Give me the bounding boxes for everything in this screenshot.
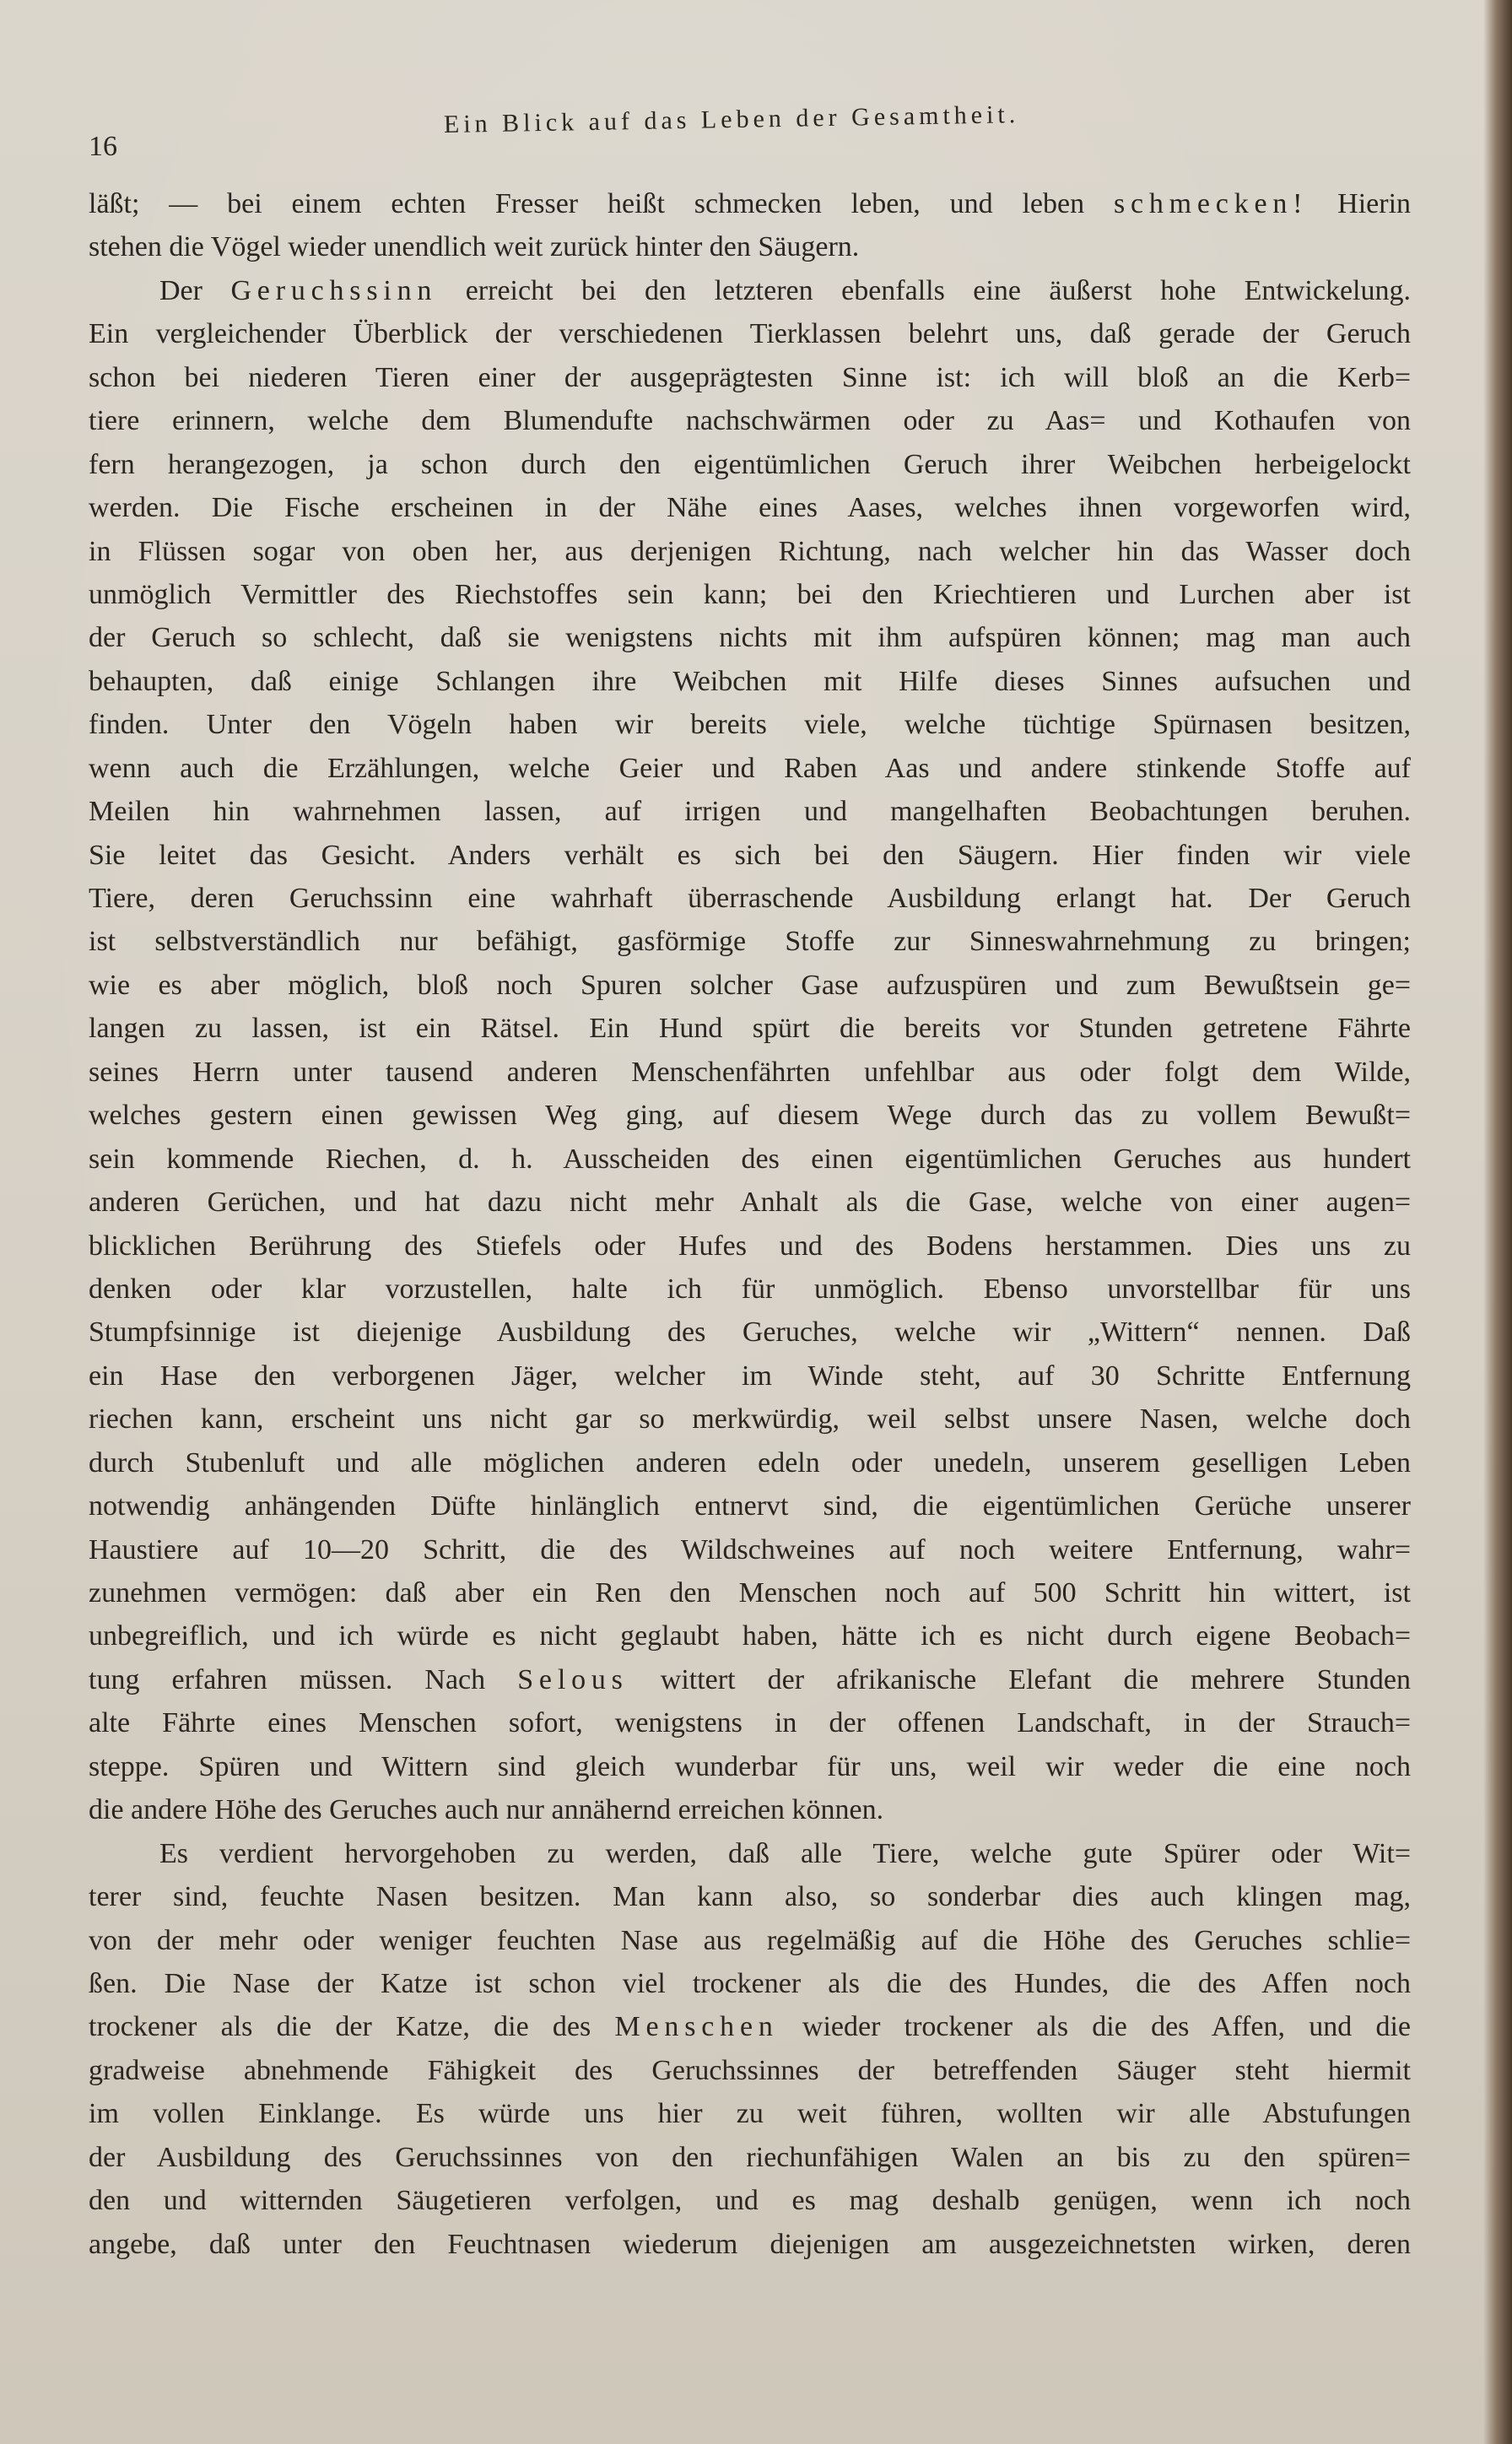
text-line [89, 182, 1411, 225]
text-line: im vollen Einklange. Es würde uns hier zu weit führen, wollten wir alle Abstufungen [89, 2098, 1411, 2130]
text-line: alte Fährte eines Menschen sofort, wenigstens in der offenen Landschaft, in der Strauch= [89, 1707, 1411, 1739]
text-line: schon bei niederen Tieren einer der ausgeprägtesten Sinne ist: ich will bloß an die Kerb= [89, 361, 1411, 393]
text-line: seines Herrn unter tausend anderen Menschenfährten unfehlbar aus oder folgt dem Wilde, [89, 1056, 1411, 1088]
text-line: durch Stubenluft und alle möglichen anderen edeln oder unedeln, unserem geselligen Leben [89, 1446, 1411, 1479]
text-line: riechen kann, erscheint uns nicht gar so merkwürdig, weil selbst unsere Nasen, welche doch [89, 1403, 1411, 1436]
text-line: terer sind, feuchte Nasen besitzen. Man kann also, so sonderbar dies auch klingen mag, [89, 1881, 1411, 1913]
text-line [89, 1658, 1411, 1701]
spaced-word: Selous [517, 1663, 629, 1695]
text-line: Tiere, deren Geruchssinn eine wahrhaft überraschende Ausbildung erlangt hat. Der Geruch [89, 883, 1411, 914]
text-line: zunehmen vermögen: daß aber ein Ren den Menschen noch auf 500 Schritt hin wittert, ist [89, 1577, 1411, 1609]
text-line: Haustiere auf 10—20 Schritt, die des Wildschweines auf noch weitere Entfernung, wahr= [89, 1533, 1411, 1565]
text-line: notwendig anhängenden Düfte hinlänglich entnervt sind, die eigentümlichen Gerüche unserer [89, 1490, 1411, 1522]
book-edge [1483, 0, 1512, 2444]
text-segment: Hierin [1337, 188, 1411, 219]
text-line: die andere Höhe des Geruches auch nur annähernd erreichen können. [89, 1794, 884, 1826]
body-text [89, 182, 1411, 2266]
text-line: steppe. Spüren und Wittern sind gleich wunderbar für uns, weil wir weder die eine noch [89, 1750, 1411, 1782]
spaced-word: Menschen [614, 2011, 779, 2043]
text-line: ein Hase den verborgenen Jäger, welcher im Winde steht, auf 30 Schritte Entfernung [89, 1360, 1411, 1392]
text-line: tiere erinnern, welche dem Blumendufte nachschwärmen oder zu Aas= und Kothaufen von [89, 405, 1411, 437]
text-line: unmöglich Vermittler des Riechstoffes sein kann; bei den Kriechtieren und Lurchen aber ist [89, 578, 1411, 610]
text-line: Ein vergleichender Überblick der verschiedenen Tierklassen belehrt uns, daß gerade der Geruch [89, 318, 1411, 350]
text-line: stehen die Vögel wieder unendlich weit zurück hinter den Säugern. [89, 231, 860, 263]
spaced-word: Geruchssinn [230, 274, 438, 306]
text-line: denken oder klar vorzustellen, halte ich für unmöglich. Ebenso unvorstellbar für uns [89, 1273, 1411, 1305]
text-line: gradweise abnehmende Fähigkeit des Geruchssinnes der betreffenden Säuger steht hiermit [89, 2054, 1411, 2086]
spaced-word: schmecken! [1113, 188, 1309, 219]
text-line: ist selbstverständlich nur befähigt, gasförmige Stoffe zur Sinneswahrnehmung zu bringen; [89, 926, 1411, 958]
text-line: den und witternden Säugetieren verfolgen, und es mag deshalb genügen, wenn ich noch [89, 2185, 1411, 2217]
text-line: der Geruch so schlecht, daß sie wenigstens nichts mit ihm aufspüren können; mag man auch [89, 622, 1411, 654]
page-number: 16 [89, 131, 117, 162]
text-line: welches gestern einen gewissen Weg ging, auf diesem Wege durch das zu vollem Bewußt= [89, 1100, 1411, 1132]
text-line: anderen Gerüchen, und hat dazu nicht mehr Anhalt als die Gase, welche von einer augen= [89, 1187, 1411, 1219]
text-segment: läßt; — bei einem echten Fresser heißt schmecken leben, und leben [89, 188, 1085, 219]
text-segment: Der [159, 274, 202, 306]
text-line: blicklichen Berührung des Stiefels oder Hufes und des Bodens herstammen. Dies uns zu [89, 1230, 1411, 1262]
text-line: fern herangezogen, ja schon durch den eigentümlichen Geruch ihrer Weibchen herbeigelockt [89, 448, 1411, 480]
text-line: wie es aber möglich, bloß noch Spuren solcher Gase aufzuspüren und zum Bewußtsein ge= [89, 969, 1411, 1001]
text-line: in Flüssen sogar von oben her, aus derjenigen Richtung, nach welcher hin das Wasser doch [89, 535, 1411, 567]
text-line: finden. Unter den Vögeln haben wir bereits viele, welche tüchtige Spürnasen besitzen, [89, 709, 1411, 741]
text-segment: wittert der afrikanische Elefant die mehrere Stunden [660, 1663, 1411, 1695]
text-segment: trockener als die der Katze, die des [89, 2011, 591, 2043]
text-line: von der mehr oder weniger feuchten Nase aus regelmäßig auf die Höhe des Geruches schlie= [89, 1924, 1411, 1956]
text-segment: wieder trockener als die des Affen, und die [802, 2011, 1411, 2043]
text-line: wenn auch die Erzählungen, welche Geier und Raben Aas und andere stinkende Stoffe auf [89, 752, 1411, 784]
running-head: Ein Blick auf das Leben der Gesamtheit. [443, 100, 1020, 138]
text-line: angebe, daß unter den Feuchtnasen wiederum diejenigen am ausgezeichnetsten wirken, deren [89, 2228, 1411, 2260]
text-line: Es verdient hervorgehoben zu werden, daß alle Tiere, welche gute Spürer oder Wit= [159, 1837, 1411, 1869]
text-line: sein kommende Riechen, d. h. Ausscheiden des einen eigentümlichen Geruches aus hundert [89, 1143, 1411, 1175]
text-line: werden. Die Fische erscheinen in der Nähe eines Aases, welches ihnen vorgeworfen wird, [89, 492, 1411, 524]
text-line: unbegreiflich, und ich würde es nicht geglaubt haben, hätte ich es nicht durch eigene Beobach= [89, 1620, 1411, 1652]
text-segment: tung erfahren müssen. Nach [89, 1663, 486, 1695]
text-line: Sie leitet das Gesicht. Anders verhält es sich bei den Säugern. Hier finden wir viele [89, 839, 1411, 871]
text-line: behaupten, daß einige Schlangen ihre Weibchen mit Hilfe dieses Sinnes aufsuchen und [89, 665, 1411, 697]
text-line [89, 269, 1411, 312]
text-line: Stumpfsinnige ist diejenige Ausbildung des Geruches, welche wir „Wittern“ nennen. Daß [89, 1317, 1411, 1349]
text-line: ßen. Die Nase der Katze ist schon viel trockener als die des Hundes, die des Affen noch [89, 1967, 1411, 1999]
text-segment: erreicht bei den letzteren ebenfalls eine äußerst hohe Entwickelung. [465, 274, 1411, 306]
text-line: langen zu lassen, ist ein Rätsel. Ein Hund spürt die bereits vor Stunden getretene Fährte [89, 1013, 1411, 1045]
text-line: Meilen hin wahrnehmen lassen, auf irrigen und mangelhaften Beobachtungen beruhen. [89, 796, 1411, 828]
text-line [89, 2005, 1411, 2048]
text-line: der Ausbildung des Geruchssinnes von den riechunfähigen Walen an bis zu den spüren= [89, 2141, 1411, 2173]
